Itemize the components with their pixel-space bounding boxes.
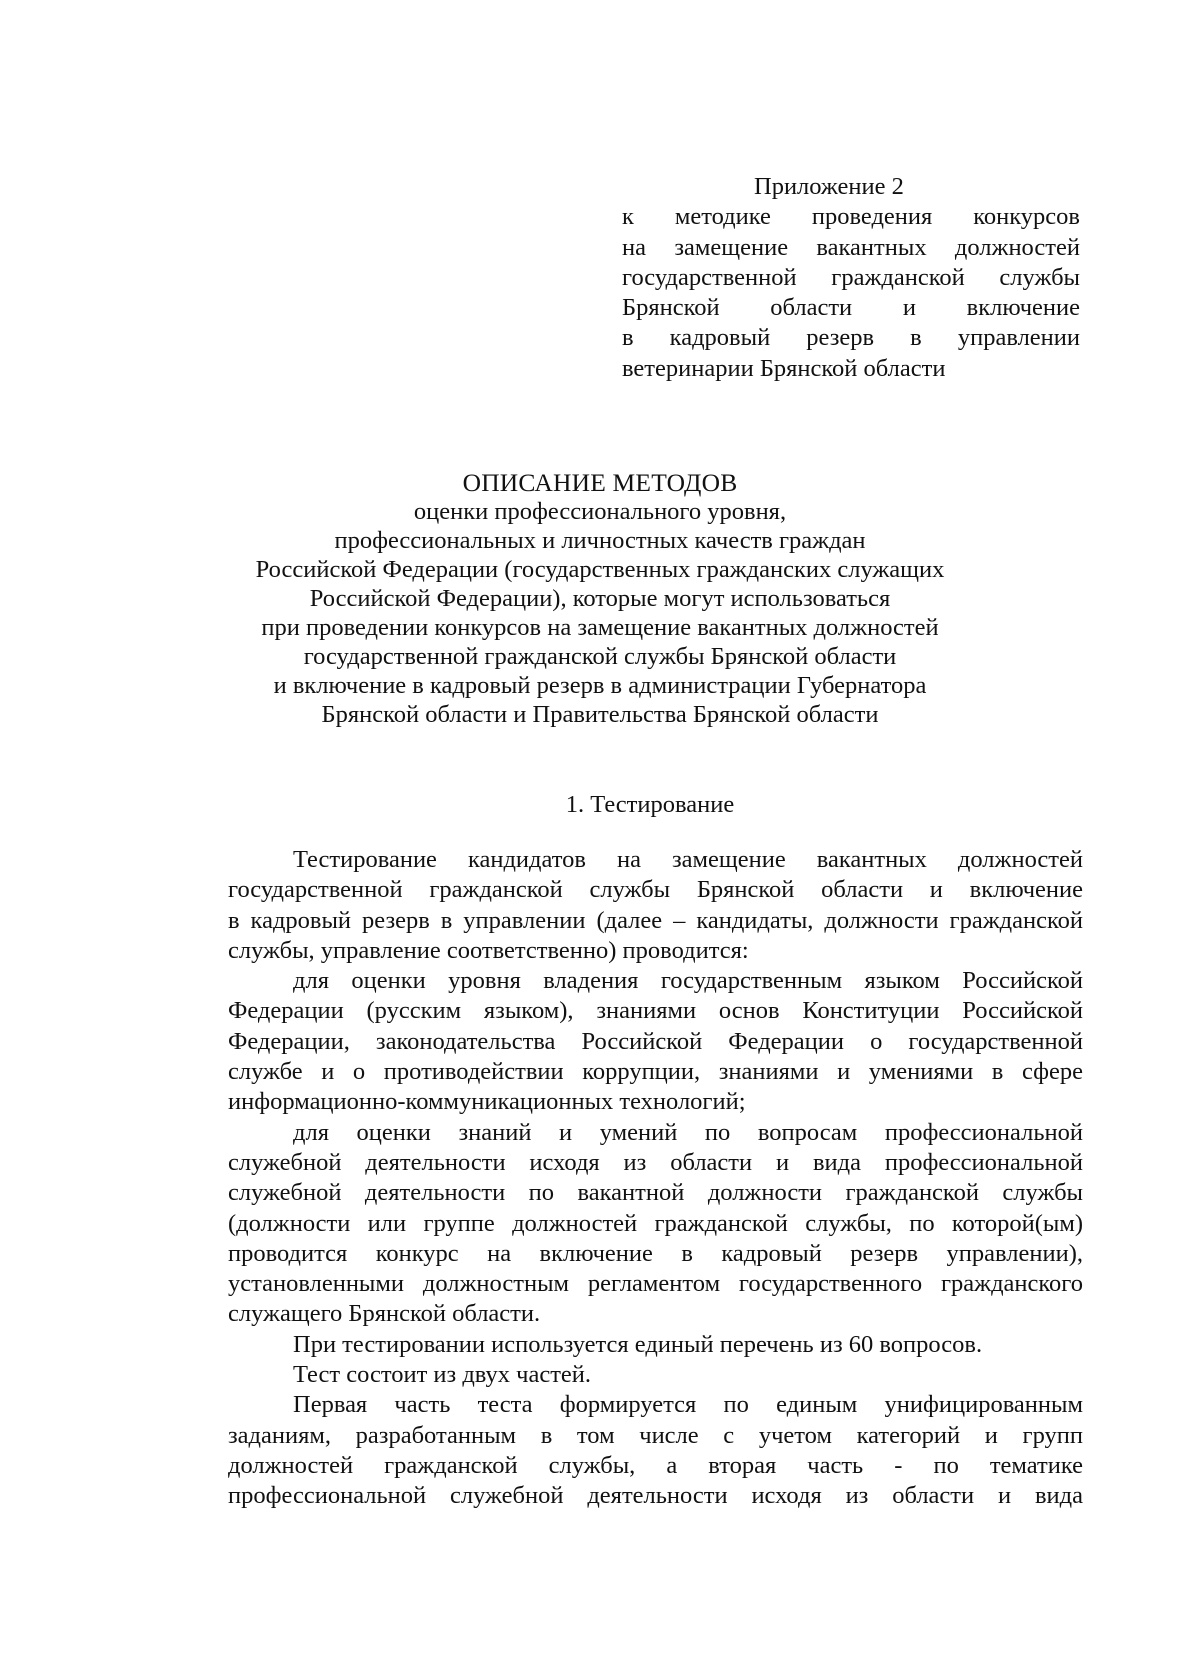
document-heading xyxy=(0,468,1200,729)
body-line: проводится конкурс на включение в кадровый резерв управлении), xyxy=(228,1239,1083,1267)
body-text xyxy=(228,845,1083,1512)
section-title: 1. Тестирование xyxy=(565,791,735,818)
heading-line: Брянской области и Правительства Брянской области xyxy=(321,701,879,728)
body-line: Федерации (русским языком), знаниями основ Конституции Российской xyxy=(228,997,1083,1025)
document-title: ОПИСАНИЕ МЕТОДОВ xyxy=(462,468,738,497)
body-line: служащего Брянской области. xyxy=(228,1300,541,1328)
body-line: Федерации, законодательства Российской Федерации о государственной xyxy=(228,1027,1083,1055)
appendix-title: Приложение 2 xyxy=(754,173,904,200)
body-line: службы, управление соответственно) проводится: xyxy=(228,936,749,964)
body-line: Тестирование кандидатов на замещение вакантных должностей xyxy=(293,846,1083,873)
heading-line: профессиональных и личностных качеств граждан xyxy=(334,527,866,554)
heading-line: Российской Федерации), которые могут использоваться xyxy=(309,585,891,612)
body-line: профессиональной служебной деятельности исходя из области и вида xyxy=(228,1482,1083,1510)
body-line: (должности или группе должностей гражданской службы, по которой(ым) xyxy=(228,1209,1083,1237)
heading-line: оценки профессионального уровня, xyxy=(413,498,787,525)
body-line: для оценки знаний и умений по вопросам профессиональной xyxy=(293,1118,1083,1146)
appendix-line: в кадровый резерв в управлении xyxy=(622,324,1080,352)
body-line: служебной деятельности по вакантной должности гражданской службы xyxy=(228,1179,1083,1207)
body-line: должностей гражданской службы, а вторая часть - по тематике xyxy=(228,1451,1083,1479)
body-line: установленными должностным регламентом государственного гражданского xyxy=(228,1270,1083,1298)
heading-line: при проведении конкурсов на замещение вакантных должностей xyxy=(261,614,939,641)
body-line: службе и о противодействии коррупции, знаниями и умениями в сфере xyxy=(228,1058,1083,1086)
body-line: При тестировании используется единый перечень из 60 вопросов. xyxy=(293,1330,983,1358)
body-line: информационно-коммуникационных технологий; xyxy=(228,1088,746,1116)
appendix-line: государственной гражданской службы xyxy=(622,263,1080,291)
body-line: Тест состоит из двух частей. xyxy=(293,1361,592,1389)
appendix-block xyxy=(622,172,1080,384)
body-line: для оценки уровня владения государственным языком Российской xyxy=(293,967,1083,995)
body-line: в кадровый резерв в управлении (далее – кандидаты, должности гражданской xyxy=(228,906,1083,934)
appendix-line: на замещение вакантных должностей xyxy=(622,233,1080,261)
body-line: заданиям, разработанным в том числе с учетом категорий и групп xyxy=(228,1421,1083,1449)
appendix-line: к методике проведения конкурсов xyxy=(622,203,1080,231)
body-line: Первая часть теста формируется по единым унифицированным xyxy=(293,1391,1083,1419)
appendix-line: Брянской области и включение xyxy=(622,294,1080,322)
appendix-line: ветеринарии Брянской области xyxy=(622,354,946,382)
body-line: государственной гражданской службы Брянской области и включение xyxy=(228,876,1083,904)
heading-line: государственной гражданской службы Брянской области xyxy=(303,643,897,670)
heading-line: Российской Федерации (государственных гражданских служащих xyxy=(255,556,945,583)
heading-line: и включение в кадровый резерв в администрации Губернатора xyxy=(273,672,927,699)
body-line: служебной деятельности исходя из области и вида профессиональной xyxy=(228,1148,1083,1176)
